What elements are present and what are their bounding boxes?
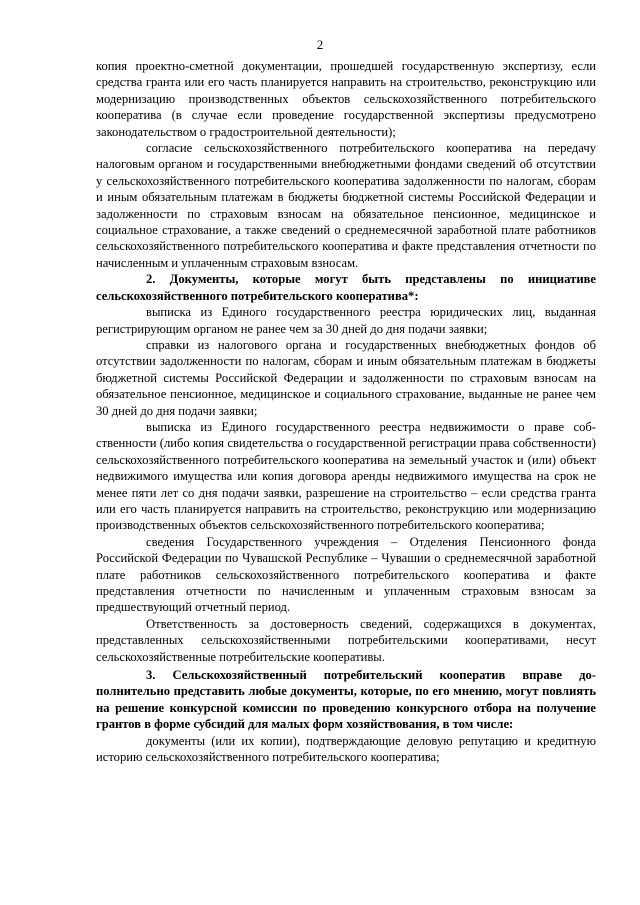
paragraph-tax-certificates: справки из налогового органа и государственных внебюджетных фондов об отсутствии задолженности по налогам, сборам и иным обязательным платежам в бюджеты бюджетной системы Российской Федерации и задолженности по страховым взносам на обязательное пенсионное, медицинское и социального страхование, выданные не ранее чем 30 дней до дня подачи заявки; xyxy=(96,337,596,418)
paragraph-responsibility: Ответственность за достоверность сведений, содержащихся в документах, представленных сельскохозяйственными потребительскими кооперативами, несут сельскохозяйственные потребительские кооперативы. xyxy=(96,616,596,664)
section-heading-2: 2. Документы, которые могут быть представлены по инициативе сельскохозяйственного потребительского кооператива*: xyxy=(96,272,596,303)
paragraph-pension-fund: сведения Государственного учреждения – Отделения Пенсионного фонда Российской Федерации по Чувашской Республике – Чувашии о среднемесячной заработной плате работников сельскохозяйственного потребительского кооператива и факте представления отчетности по начисленным и уплаченным страховым взносам за предшествующий отчетный период. xyxy=(96,534,596,615)
paragraph-reputation-documents: документы (или их копии), подтверждающие деловую репутацию и кредитную историю сельскохозяйственного потребительского кооператива; xyxy=(96,733,596,765)
paragraph-project-documentation: копия проектно-сметной документации, прошедшей государственную экспертизу, если средства гранта или его часть планируется направить на строительство, реконструкцию или модернизацию производственных объектов сельскохозяйственного потребительского кооператива (в случае если проведение государственной экспертизы предусмотрено законодательством о градостроительной деятельности); xyxy=(96,59,596,139)
paragraph-egrn-extract: выписка из Единого государственного реестра недвижимости о праве собственности (либо копия свидетельства о государственной регистрации права собственности) сельскохозяйственного потребительского кооператива на земельный участок и (или) объект недвижимого имущества или копия договора аренды недвижимого имущества на срок не менее пяти лет со дня подачи заявки, разрешение на строительство – если средства гранта или его часть планируется направить на строительство, реконструкцию или модернизацию производственных объектов сельскохозяйственного потребительского кооператива; xyxy=(96,419,596,533)
page-number: 2 xyxy=(316,37,324,52)
paragraph-egrul-extract: выписка из Единого государственного реестра юридических лиц, выданная регистрирующим органом не ранее чем за 30 дней до дня подачи заявки; xyxy=(96,305,596,336)
paragraph-consent: согласие сельскохозяйственного потребительского кооператива на передачу налоговым органом и государственными внебюджетными фондами сведений об отсутствии у сельскохозяйственного потребительского кооператива задолженности по налогам, сборам и иным обязательным платежам в бюджеты бюджетной системы Российской Федерации и задолженности по страховым взносам на обязательное пенсионное, медицинское и социальное страхование, а также сведений о среднемесячной заработной плате работников сельскохозяйственного потребительского кооператива и факте представления отчетности по начисленным и уплаченным страховым взносам. xyxy=(96,141,596,270)
document-body xyxy=(96,58,596,765)
section-heading-3: 3. Сельскохозяйственный потребительский кооператив вправе дополнительно представить любые документы, которые, по его мнению, могут повлиять на решение конкурсной комиссии по проведению конкурсного отбора на получение грантов в форме субсидий для малых форм хозяйствования, в том числе: xyxy=(96,668,596,732)
